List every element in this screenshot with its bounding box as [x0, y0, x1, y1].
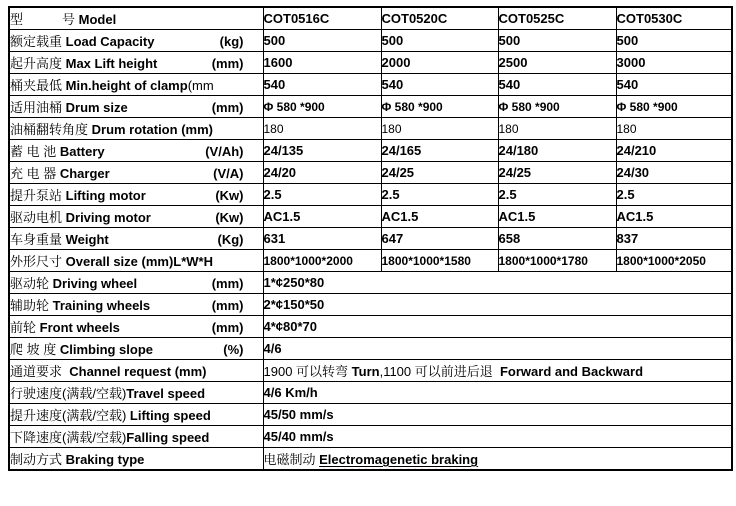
label-en: Falling speed: [126, 430, 210, 445]
value-segment: 4*¢80*70: [263, 319, 317, 334]
value-cell: 2000: [381, 52, 498, 74]
value-cell: AC1.5: [263, 206, 381, 228]
label-cn: 额定载重: [10, 34, 66, 49]
value-cell: 540: [263, 74, 381, 96]
label-cn: 外形尺寸: [10, 254, 66, 269]
value-cell: COT0525C: [498, 7, 616, 30]
label-unit: (mm): [211, 100, 244, 115]
value-segment: 1900 可以转弯: [263, 364, 352, 379]
value-cell: 24/135: [263, 140, 381, 162]
row-label: [9, 448, 263, 471]
label-cn: 前轮: [10, 320, 40, 335]
value-segment: mm/s: [299, 407, 334, 422]
label-cn: 蓄 电 池: [10, 144, 60, 159]
label-en: Front wheels: [39, 320, 120, 335]
label-cn: 行驶速度(满载/空载): [10, 386, 127, 401]
label-en: Travel speed: [126, 386, 206, 401]
row-label: [9, 7, 263, 30]
row-label-text: [10, 185, 263, 204]
table-row: [9, 140, 732, 162]
table-row: [9, 316, 732, 338]
value-cell: 24/210: [616, 140, 732, 162]
row-label-text: [10, 339, 263, 358]
label-unit: (mm): [181, 122, 213, 137]
row-label: [9, 426, 263, 448]
value-cell: 24/30: [616, 162, 732, 184]
value-cell: 180: [498, 118, 616, 140]
row-label: [9, 316, 263, 338]
value-segment: 45/50: [263, 407, 300, 422]
row-label-text: [10, 273, 263, 292]
value-cell: 500: [498, 30, 616, 52]
row-label-text: [10, 97, 263, 116]
table-row: [9, 96, 732, 118]
value-cell: 647: [381, 228, 498, 250]
row-label: [9, 74, 263, 96]
label-unit: (mm)L*W*H: [141, 254, 214, 269]
value-segment: Turn: [351, 364, 380, 379]
row-label: [9, 360, 263, 382]
label-cn: 型 号: [10, 12, 79, 27]
merged-value-cell: [263, 448, 732, 471]
spec-table: [8, 6, 733, 471]
label-en: Overall size: [65, 254, 142, 269]
value-cell: 24/25: [381, 162, 498, 184]
value-cell: 658: [498, 228, 616, 250]
label-en: Min.height of clamp: [65, 78, 188, 93]
row-label: [9, 272, 263, 294]
value-cell: 180: [263, 118, 381, 140]
value-segment: Forward and Backward: [499, 364, 644, 379]
row-label-text: [10, 383, 263, 402]
label-unit: (mm: [187, 78, 214, 93]
value-segment: ,1100 可以前进后退: [379, 364, 500, 379]
row-label-text: [10, 361, 263, 380]
table-row: [9, 250, 732, 272]
value-segment: 电磁制动: [263, 452, 320, 467]
value-segment: Km/h: [285, 385, 318, 400]
row-label: [9, 184, 263, 206]
row-label-text: [10, 119, 263, 138]
value-cell: 500: [263, 30, 381, 52]
merged-value-cell: [263, 360, 732, 382]
label-en: Model: [78, 12, 117, 27]
row-label-text: [10, 75, 263, 94]
value-cell: 540: [381, 74, 498, 96]
table-row: [9, 448, 732, 471]
table-row: [9, 74, 732, 96]
label-cn: 提升速度(满载/空载): [10, 408, 130, 423]
value-cell: 2.5: [381, 184, 498, 206]
value-cell: 2.5: [616, 184, 732, 206]
label-cn: 提升泵站: [10, 188, 66, 203]
table-row: [9, 206, 732, 228]
row-label: [9, 206, 263, 228]
label-cn: 驱动轮: [10, 276, 53, 291]
label-en: Training wheels: [52, 298, 151, 313]
value-cell: 1800*1000*1580: [381, 250, 498, 272]
table-row: [9, 404, 732, 426]
label-en: Climbing slope: [59, 342, 154, 357]
row-label: [9, 228, 263, 250]
value-cell: 1600: [263, 52, 381, 74]
row-label-text: [10, 251, 263, 270]
label-en: Max Lift height: [65, 56, 158, 71]
value-cell: Φ 580 *900: [381, 96, 498, 118]
value-cell: 631: [263, 228, 381, 250]
label-en: Lifting motor: [65, 188, 146, 203]
row-label: [9, 162, 263, 184]
label-unit: (V/Ah): [205, 144, 244, 159]
row-label: [9, 404, 263, 426]
value-cell: 540: [616, 74, 732, 96]
value-segment: 4/6: [263, 341, 282, 356]
merged-value-cell: [263, 316, 732, 338]
row-label-text: [10, 229, 263, 248]
row-label-text: [10, 163, 263, 182]
row-label-text: [10, 295, 263, 314]
row-label: [9, 382, 263, 404]
label-unit: (kg): [219, 34, 244, 49]
table-row: [9, 360, 732, 382]
value-cell: COT0530C: [616, 7, 732, 30]
value-cell: 1800*1000*2000: [263, 250, 381, 272]
value-cell: AC1.5: [498, 206, 616, 228]
label-unit: (Kg): [217, 232, 244, 247]
label-en: Drum rotation: [91, 122, 182, 137]
value-cell: 500: [616, 30, 732, 52]
table-row: [9, 184, 732, 206]
label-en: Charger: [59, 166, 110, 181]
table-row: [9, 162, 732, 184]
row-label-text: [10, 141, 263, 160]
value-cell: AC1.5: [381, 206, 498, 228]
table-row: [9, 228, 732, 250]
value-cell: 2500: [498, 52, 616, 74]
value-cell: COT0516C: [263, 7, 381, 30]
value-cell: Φ 580 *900: [616, 96, 732, 118]
label-unit: (mm): [211, 56, 244, 71]
label-en: Driving motor: [65, 210, 151, 225]
value-cell: Φ 580 *900: [263, 96, 381, 118]
label-en: Channel request: [69, 364, 175, 379]
value-cell: Φ 580 *900: [498, 96, 616, 118]
value-cell: 500: [381, 30, 498, 52]
row-label-text: [10, 427, 263, 446]
table-row: [9, 52, 732, 74]
row-label-text: [10, 405, 263, 424]
value-segment: [319, 452, 478, 467]
row-label: [9, 52, 263, 74]
row-label: [9, 96, 263, 118]
value-cell: 1800*1000*1780: [498, 250, 616, 272]
label-cn: 爬 坡 度: [10, 342, 60, 357]
label-unit: (mm): [211, 320, 244, 335]
row-label-text: [10, 9, 263, 28]
value-cell: 24/20: [263, 162, 381, 184]
merged-value-cell: [263, 426, 732, 448]
value-cell: 24/165: [381, 140, 498, 162]
label-unit: (V/A): [213, 166, 244, 181]
row-label: [9, 250, 263, 272]
label-cn: 适用油桶: [10, 100, 66, 115]
table-row: [9, 7, 732, 30]
table-row: [9, 426, 732, 448]
label-en: Driving wheel: [52, 276, 138, 291]
label-cn: 充 电 器: [10, 166, 60, 181]
table-row: [9, 294, 732, 316]
value-segment: 1*¢250*80: [263, 275, 325, 290]
label-cn: 下降速度(满载/空载): [10, 430, 127, 445]
merged-value-cell: [263, 382, 732, 404]
value-cell: 180: [381, 118, 498, 140]
value-segment-text: Electromagenetic braking: [319, 452, 479, 467]
row-label: [9, 338, 263, 360]
value-segment: mm/s: [299, 429, 334, 444]
label-unit: (Kw): [215, 210, 244, 225]
merged-value-cell: [263, 272, 732, 294]
label-unit: (mm): [211, 276, 244, 291]
value-cell: AC1.5: [616, 206, 732, 228]
value-cell: 540: [498, 74, 616, 96]
label-cn: 桶夹最低: [10, 78, 66, 93]
table-row: [9, 118, 732, 140]
label-unit: (mm): [174, 364, 207, 379]
value-cell: 1800*1000*2050: [616, 250, 732, 272]
value-cell: 24/180: [498, 140, 616, 162]
label-cn: 制动方式: [10, 452, 66, 467]
table-row: [9, 338, 732, 360]
value-cell: COT0520C: [381, 7, 498, 30]
row-label-text: [10, 31, 263, 50]
label-cn: 车身重量: [10, 232, 66, 247]
row-label: [9, 118, 263, 140]
label-en: Drum size: [65, 100, 128, 115]
value-cell: 2.5: [263, 184, 381, 206]
merged-value-cell: [263, 338, 732, 360]
value-cell: 837: [616, 228, 732, 250]
row-label: [9, 30, 263, 52]
label-cn: 驱动电机: [10, 210, 66, 225]
merged-value-cell: [263, 294, 732, 316]
row-label-text: [10, 207, 263, 226]
row-label-text: [10, 53, 263, 72]
spec-sheet: [8, 6, 733, 471]
label-unit: (%): [223, 342, 244, 357]
label-en: Lifting speed: [129, 408, 211, 423]
label-unit: (Kw): [215, 188, 244, 203]
table-row: [9, 30, 732, 52]
value-cell: 3000: [616, 52, 732, 74]
label-en: Load Capacity: [65, 34, 155, 49]
label-cn: 起升高度: [10, 56, 66, 71]
label-cn: 辅助轮: [10, 298, 53, 313]
value-segment: 2*¢150*50: [263, 297, 325, 312]
row-label-text: [10, 317, 263, 336]
merged-value-cell: [263, 404, 732, 426]
label-en: Weight: [65, 232, 109, 247]
value-segment: 4/6: [263, 385, 286, 400]
row-label-text: [10, 449, 263, 468]
table-row: [9, 272, 732, 294]
value-cell: 2.5: [498, 184, 616, 206]
label-cn: 油桶翻转角度: [10, 122, 92, 137]
value-cell: 180: [616, 118, 732, 140]
label-cn: 通道要求: [10, 364, 70, 379]
label-unit: (mm): [211, 298, 244, 313]
value-segment: 45/40: [263, 429, 300, 444]
row-label: [9, 294, 263, 316]
label-en: Battery: [59, 144, 105, 159]
table-row: [9, 382, 732, 404]
label-en: Braking type: [65, 452, 145, 467]
row-label: [9, 140, 263, 162]
value-cell: 24/25: [498, 162, 616, 184]
